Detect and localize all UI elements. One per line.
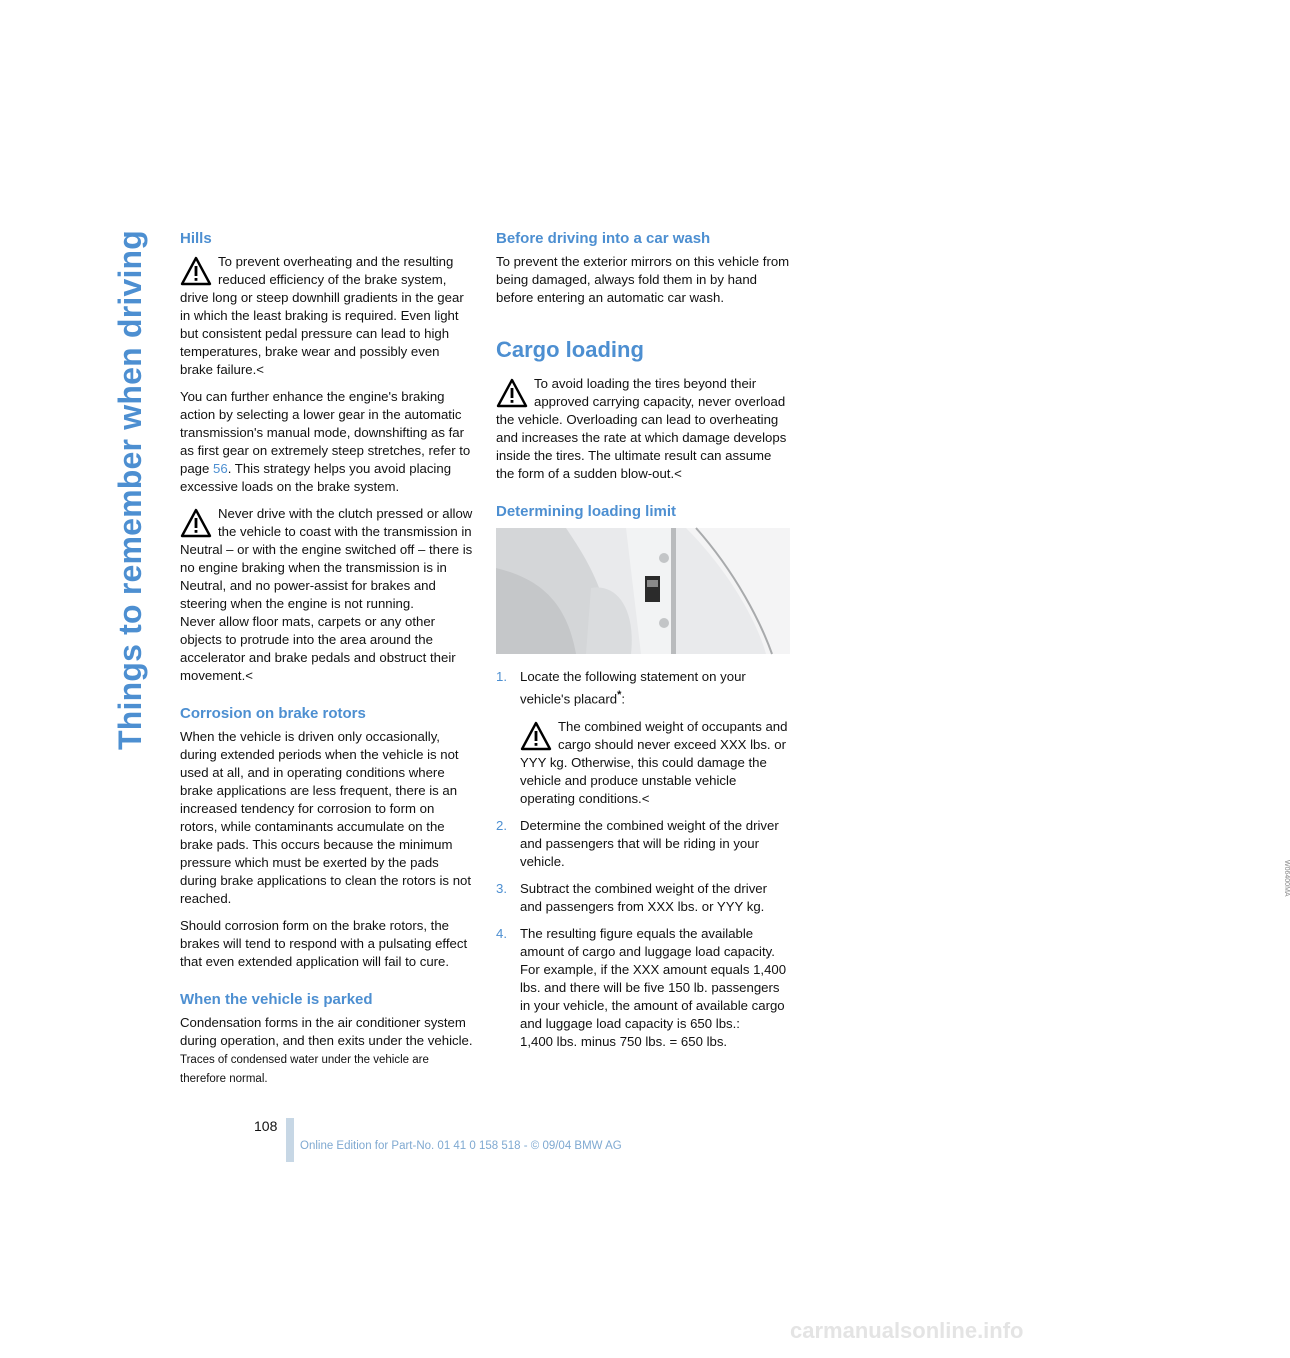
corrosion-heading: Corrosion on brake rotors — [180, 705, 366, 722]
hills-text-b: . This strategy helps you avoid placing excessive loads on the brake system. — [180, 461, 452, 494]
warning-icon — [520, 720, 552, 752]
placard-warning — [520, 718, 790, 808]
warning-icon — [496, 377, 528, 409]
door-placard-illustration — [496, 528, 790, 654]
hills-paragraph — [180, 388, 474, 496]
carwash-heading: Before driving into a car wash — [496, 230, 711, 247]
loading-steps-list — [496, 668, 790, 1051]
clutch-warning — [180, 505, 474, 685]
floor-mat-warning-text: Never allow floor mats, carpets or any other objects to protrude into the area around the accelerator and brake pedals and obstruct their movement. — [180, 614, 456, 683]
hills-text-a: You can further enhance the engine's braking action by selecting a lower gear in the automatic transmission's manual mode, downshifting as far as first gear on extremely steep stretches, refer to page — [180, 389, 471, 476]
parked-paragraph — [180, 1014, 474, 1088]
warning-icon — [180, 507, 212, 539]
carwash-paragraph: To prevent the exterior mirrors on this vehicle from being damaged, always fold them in by hand before entering an automatic car wash. — [496, 254, 790, 305]
placard-warning-text: The combined weight of occupants and cargo should never exceed XXX lbs. or YYY kg. Otherwise, this could damage the vehicle and produce unstable vehicle operating conditions. — [520, 719, 788, 807]
step-text: The resulting figure equals the available amount of cargo and luggage load capacity. For example, if the XXX amount equals 1,400 lbs. and there will be five 150 lb. passengers in your vehicle, the amount of available cargo and luggage load capacity is 650 lbs.: — [520, 926, 787, 1032]
step-calculation: 1,400 lbs. minus 750 lbs. = 650 lbs. — [520, 1034, 728, 1050]
list-item — [496, 880, 790, 916]
list-item — [496, 925, 790, 1051]
side-chapter-title-text: Things to remember when driving — [112, 229, 148, 750]
footer-bar — [286, 1118, 294, 1162]
step-text: Determine the combined weight of the driver and passengers that will be riding in your vehicle. — [520, 818, 779, 870]
right-column — [496, 230, 1290, 1060]
option-asterisk: * — [617, 689, 622, 701]
parked-heading: When the vehicle is parked — [180, 991, 373, 1008]
list-item — [496, 668, 790, 808]
page-link-56[interactable]: 56 — [213, 461, 228, 476]
loading-limit-heading: Determining loading limit — [496, 503, 677, 520]
step-text: Subtract the combined weight of the driver and passengers from XXX lbs. or YYY kg. — [520, 881, 768, 915]
footer-edition-text: Online Edition for Part-No. 01 41 0 158 518 - © 09/04 BMW AG — [300, 1140, 622, 1152]
step-tail: : — [621, 691, 626, 707]
cargo-heading: Cargo loading — [496, 337, 644, 362]
parked-text-a: Condensation forms in the air conditioner system during operation, and then exits under the vehicle. — [180, 1015, 473, 1048]
step-number: 2. — [496, 818, 507, 834]
watermark: carmanualsonline.info — [790, 1318, 1024, 1343]
page-number: 108 — [254, 1118, 278, 1134]
side-chapter-title — [112, 230, 162, 750]
step-number: 3. — [496, 881, 507, 897]
step-number: 1. — [496, 669, 507, 684]
end-mark: < — [674, 466, 682, 481]
cargo-warning — [496, 375, 790, 483]
step-number: 4. — [496, 926, 507, 942]
parked-text-b: Traces of condensed water under the vehicle are therefore normal. — [180, 1054, 429, 1085]
corrosion-paragraph-2: Should corrosion form on the brake rotors, the brakes will tend to respond with a pulsating effect that even extended application will fail to cure. — [180, 918, 468, 969]
hills-warning-text: To prevent overheating and the resulting reduced efficiency of the brake system, drive long or steep downhill gradients in the gear in which the least braking is required. Even light but consistent pedal pressure can lead to high temperatures, brake wear and possibly even brake failure. — [180, 254, 464, 377]
step-text: Locate the following statement on your vehicle's placard — [520, 669, 746, 707]
left-column — [180, 230, 474, 1097]
corrosion-paragraph-1: When the vehicle is driven only occasionally, during extended periods when the vehicle is not used at all, and in operating conditions where brake applications are less frequent, there is an increased tendency for corrosion to form on rotors, while contaminants accumulate on the brake pads. This occurs because the minimum pressure which must be exerted by the pads during brake applications to clean the rotors is not reached. — [180, 729, 472, 906]
end-mark: < — [245, 668, 253, 683]
end-mark: < — [641, 791, 650, 807]
cargo-warning-text: To avoid loading the tires beyond their approved carrying capacity, never overload the vehicle. Overloading can lead to overheating and increases the rate at which damage develops inside the tires. The ultimate result can assume the form of a sudden blow-out. — [496, 376, 787, 481]
photo-code: W06400MA — [1283, 860, 1290, 897]
hills-warning — [180, 253, 474, 379]
clutch-warning-text: Never drive with the clutch pressed or allow the vehicle to coast with the transmission in Neutral – or with the engine switched off – there is no engine braking when the transmission is in Neutral, and no power-assist for brakes and steering when the engine is not running. — [180, 506, 473, 611]
door-placard-photo — [496, 528, 790, 654]
warning-icon — [180, 255, 212, 287]
hills-heading: Hills — [180, 230, 212, 247]
end-mark: < — [256, 362, 264, 377]
list-item — [496, 817, 790, 871]
